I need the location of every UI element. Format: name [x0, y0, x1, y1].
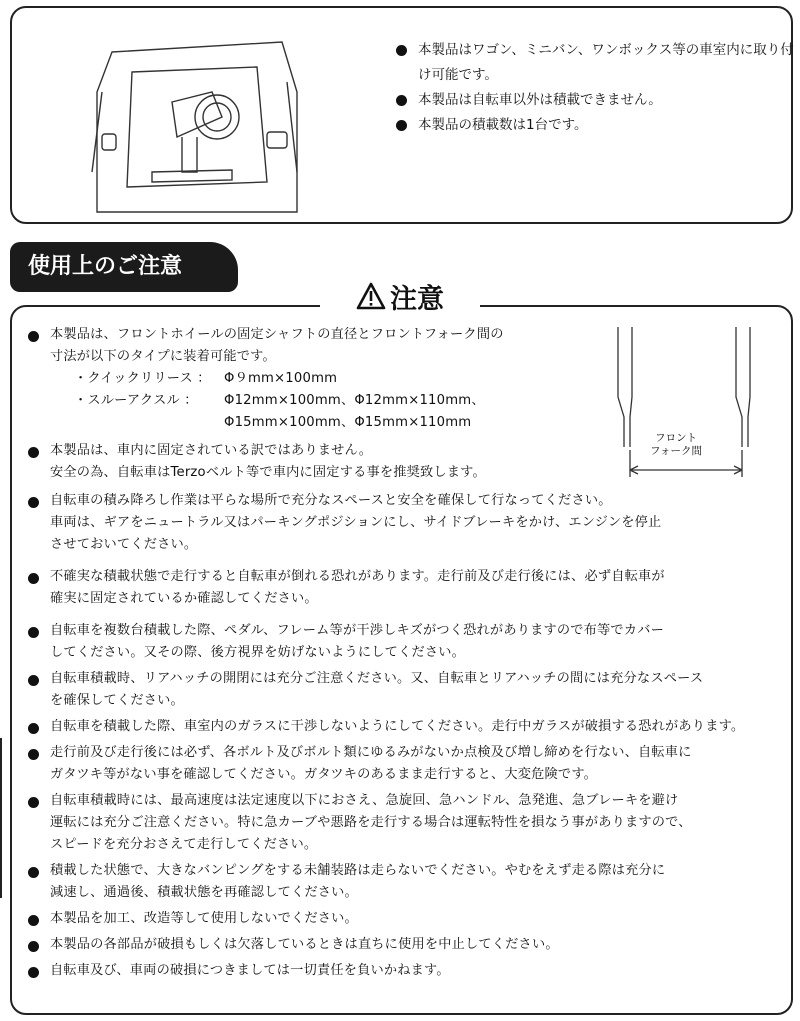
spec-value: Φ12mm×100mm、Φ12mm×110mm、 — [224, 393, 485, 408]
warning-icon — [356, 282, 386, 310]
spec-value: Φ15mm×100mm、Φ15mm×110mm — [224, 415, 472, 430]
note-text: 自転車積載時、リアハッチの開閉には充分ご注意ください。又、自転車とリアハッチの間には充分なスペース — [50, 671, 704, 686]
info-text: 本製品の積載数は1台です。 — [418, 117, 588, 133]
spec-label: ・クイックリリース ： — [74, 371, 211, 386]
bullet-icon — [28, 447, 39, 458]
list-item — [28, 934, 788, 956]
list-item — [396, 38, 796, 88]
note-text: 本製品は、車内に固定されている訳ではありません。 — [50, 443, 373, 458]
note-text: 本製品の各部品が破損もしくは欠落しているときは直ちに使用を中止してください。 — [50, 937, 559, 952]
note-text: 自転車を積載した際、車室内のガラスに干渉しないようにしてください。走行中ガラスが破損する恐れがあります。 — [50, 719, 745, 734]
bullet-icon — [28, 331, 39, 342]
note-text: 寸法が以下のタイプに装着可能です。 — [50, 349, 276, 364]
spec-value: Φ９mm×100mm — [224, 371, 338, 386]
list-item — [396, 88, 796, 113]
list-item — [28, 742, 788, 786]
note-text: させておいてください。 — [50, 537, 198, 552]
list-item — [396, 113, 796, 138]
bullet-icon — [28, 941, 39, 952]
bullet-icon — [396, 120, 407, 131]
bullet-icon — [28, 915, 39, 926]
fork-label: フロント フォーク間 — [650, 432, 702, 457]
list-item — [28, 324, 788, 368]
list-item — [28, 566, 788, 610]
info-text: 本製品は自転車以外は積載できません。 — [418, 92, 662, 108]
caution-title: 注意 — [390, 283, 444, 315]
caution-heading — [320, 274, 480, 318]
list-item — [28, 668, 788, 712]
note-text: 積載した状態で、大きなバンピングをする未舗装路は走らないでください。やむをえず走る際は充分に — [50, 863, 666, 878]
bullet-icon — [28, 797, 39, 808]
spec-table — [28, 368, 788, 434]
note-text: 減速し、通過後、積載状態を再確認してください。 — [50, 885, 358, 900]
bullet-icon — [28, 497, 39, 508]
note-text: 本製品を加工、改造等して使用しないでください。 — [50, 911, 358, 926]
note-text: 走行前及び走行後には必ず、各ボルト及びボルト類にゆるみがないか点検及び増し締めを行ない、自転車に — [50, 745, 692, 760]
note-text: 運転には充分ご注意ください。特に急カーブや悪路を走行する場合は運転特性を損なう事がありますので、 — [50, 815, 692, 830]
note-text: 不確実な積載状態で走行すると自転車が倒れる恐れがあります。走行前及び走行後には、必ず自転車が — [50, 569, 665, 584]
bullet-icon — [28, 867, 39, 878]
info-text: 本製品はワゴン、ミニバン、ワンボックス等の車室内に取り付け可能です。 — [418, 42, 794, 83]
list-item — [28, 908, 788, 930]
note-text: 自転車積載時には、最高速度は法定速度以下におさえ、急旋回、急ハンドル、急発進、急ブレーキを避け — [50, 793, 679, 808]
product-info-list — [396, 38, 796, 138]
list-item — [28, 790, 788, 856]
note-text: 本製品は、フロントホイールの固定シャフトの直径とフロントフォーク間の — [50, 327, 504, 342]
bullet-icon — [28, 675, 39, 686]
van-illustration — [82, 22, 302, 222]
section-title: 使用上のご注意 — [10, 242, 238, 292]
spec-row — [74, 390, 788, 412]
bullet-icon — [28, 573, 39, 584]
note-text: 確実に固定されているか確認してください。 — [50, 591, 318, 606]
list-item — [28, 620, 788, 664]
product-info-box — [10, 6, 793, 224]
bullet-icon — [28, 627, 39, 638]
margin-line — [0, 738, 2, 898]
note-text: を確保してください。 — [50, 693, 184, 708]
note-text: 自転車及び、車両の破損につきましては一切責任を負いかねます。 — [50, 963, 450, 978]
list-item — [28, 860, 788, 904]
spec-row — [74, 368, 788, 390]
note-text: 安全の為、自転車はTerzoベルト等で車内に固定する事を推奨致します。 — [50, 465, 486, 480]
caution-list — [28, 324, 788, 982]
bullet-icon — [28, 723, 39, 734]
note-text: 自転車を複数台積載した際、ペダル、フレーム等が干渉しキズがつく恐れがありますので布等でカバー — [50, 623, 664, 638]
note-text: スピードを充分おさえて走行してください。 — [50, 837, 318, 852]
bullet-icon — [28, 749, 39, 760]
bullet-icon — [396, 95, 407, 106]
bullet-icon — [396, 45, 407, 56]
list-item — [28, 490, 788, 556]
list-item — [28, 440, 788, 484]
note-text: してください。又その際、後方視界を妨げないようにしてください。 — [50, 645, 466, 660]
spec-label: ・スルーアクスル ： — [74, 393, 198, 408]
list-item — [28, 716, 788, 738]
note-text: 自転車の積み降ろし作業は平らな場所で充分なスペースと安全を確保して行なってください。 — [50, 493, 612, 508]
bullet-icon — [28, 967, 39, 978]
list-item — [28, 960, 788, 982]
note-text: 車両は、ギアをニュートラル又はパーキングポジションにし、サイドブレーキをかけ、エンジンを停止 — [50, 515, 662, 530]
note-text: ガタツキ等がない事を確認してください。ガタツキのあるまま走行すると、大変危険です。 — [50, 767, 598, 782]
